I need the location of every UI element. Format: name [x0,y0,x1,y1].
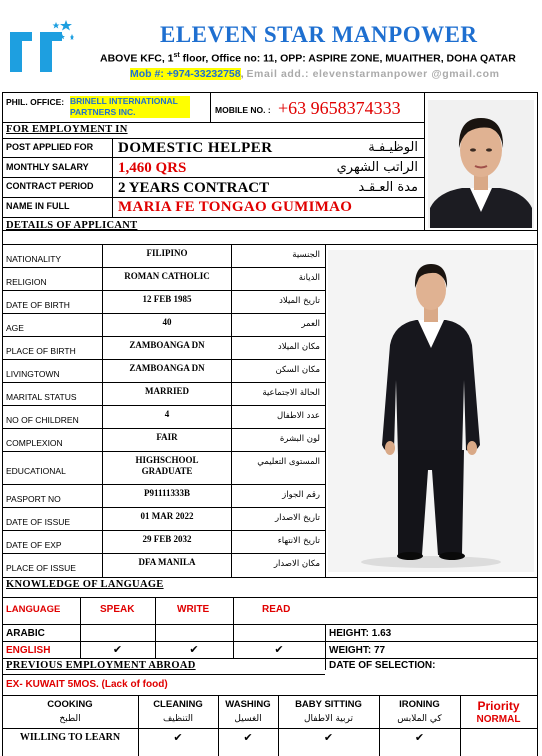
willing-to-learn-label: WILLING TO LEARN [19,732,121,743]
details-section-title: DETAILS OF APPLICANT [6,220,138,231]
fullname-label: NAME IN FULL [6,201,70,211]
office-value: BRINELL INTERNATIONAL PARTNERS INC. [70,96,190,118]
detail-value: ROMAN CATHOLIC [124,271,210,281]
post-arabic: الوظيـفـة [368,140,418,155]
speak-header: SPEAK [100,604,135,615]
detail-arabic: لون البشرة [279,434,320,444]
detail-label: PLACE OF BIRTH [6,345,76,356]
detail-value: HIGHSCHOOL GRADUATE [135,455,199,476]
detail-arabic: مكان الاصدار [273,559,320,569]
applicant-headshot [428,100,534,228]
fullname-value: MARIA FE TONGAO GUMIMAO [118,199,353,215]
contract-arabic: مدة العـقـد [358,180,418,195]
english-language: ENGLISH [6,645,51,656]
cooking-arabic: الطبخ [59,714,81,724]
english-write-check: ✔ [189,643,199,656]
address-suffix: floor, Office no: 11, OPP: ASPIRE ZONE, MUAITHER, DOHA QATAR [179,52,516,65]
cleaning-header: CLEANING [153,699,203,710]
office-label: PHIL. OFFICE: [6,97,65,107]
ironing-header: IRONING [399,699,440,710]
detail-label: RELIGION [6,276,47,287]
applicant-full-photo [328,250,534,572]
detail-arabic: الديانة [298,273,320,283]
contract-value: 2 YEARS CONTRACT [118,180,270,196]
salary-value: 1,460 QRS [118,160,187,176]
detail-arabic: تاريخ الاصدار [275,513,320,523]
salary-arabic: الراتب الشهري [336,160,418,175]
english-speak-check: ✔ [112,643,123,656]
priority-value: NORMAL [476,714,521,725]
cooking-header: COOKING [47,699,93,710]
detail-arabic: العمر [301,319,320,329]
mobile-value: +63 9658374333 [278,98,401,118]
post-value: DOMESTIC HELPER [118,140,273,156]
detail-value: P91111333B [143,488,190,498]
priority-header: Priority [477,699,520,713]
detail-arabic: الحالة الاجتماعية [262,388,320,398]
salary-label: MONTHLY SALARY [6,162,89,172]
detail-arabic: تاريخ الميلاد [279,296,320,306]
detail-label: DATE OF EXP [6,539,62,550]
read-header: READ [262,604,291,615]
post-label: POST APPLIED FOR [6,142,94,152]
detail-arabic: رقم الجواز [282,490,320,500]
detail-value: DFA MANILA [138,557,196,567]
detail-value: 29 FEB 2032 [142,534,192,544]
company-address [100,52,530,65]
previous-employment-entry: EX- KUWAIT 5MOS. (Lack of food) [6,679,168,690]
washing-header: WASHING [225,699,271,710]
detail-label: DATE OF BIRTH [6,299,70,310]
language-section-title: KNOWLEDGE OF LANGUAGE [6,579,164,590]
cleaning-arabic: التنظيف [162,714,194,724]
arabic-language: ARABIC [6,628,45,639]
ironing-arabic: كي الملابس [397,714,442,724]
contact-line [130,68,530,80]
mobile-number: Mob #: +974-33232758 [130,68,241,80]
detail-label: PASPORT NO [6,493,61,504]
detail-value: FAIR [156,432,178,442]
detail-label: NATIONALITY [6,253,62,264]
contact-separator: , [240,68,247,80]
detail-value: 01 MAR 2022 [140,511,194,521]
babysitting-check: ✔ [323,731,334,744]
detail-label: DATE OF ISSUE [6,516,71,527]
babysitting-arabic: تربية الاطفال [303,714,353,724]
detail-arabic: الجنسية [292,250,320,260]
ironing-check: ✔ [414,731,425,744]
detail-label: NO OF CHILDREN [6,414,79,425]
detail-value: 12 FEB 1985 [142,294,192,304]
language-header: LANGUAGE [6,604,61,615]
detail-arabic: المستوى التعليمي [257,457,320,467]
height-value: HEIGHT: 1.63 [329,628,392,639]
date-of-selection-label: DATE OF SELECTION: [329,660,436,671]
detail-label: COMPLEXION [6,437,63,448]
detail-value: ZAMBOANGA DN [129,363,205,373]
detail-label: AGE [6,322,24,333]
detail-value: ZAMBOANGA DN [129,340,205,350]
write-header: WRITE [177,604,210,615]
cleaning-check: ✔ [173,731,183,744]
detail-arabic: مكان الميلاد [277,342,320,352]
detail-value: 40 [162,317,172,327]
detail-value: MARRIED [145,386,189,396]
detail-label: PLACE OF ISSUE [6,563,76,573]
detail-arabic: مكان السكن [275,365,320,375]
detail-arabic: تاريخ الانتهاء [277,536,320,546]
contract-label: CONTRACT PERIOD [6,181,94,191]
detail-value: FILIPINO [146,248,188,258]
washing-check: ✔ [243,731,253,744]
address-prefix: ABOVE KFC, 1 [100,52,174,65]
employment-section-title: FOR EMPLOYMENT IN [6,124,128,135]
detail-label: MARITAL STATUS [6,391,77,402]
detail-value: 4 [164,409,170,419]
detail-arabic: عدد الاطفال [276,411,320,421]
english-read-check: ✔ [274,643,284,656]
address-sup: st [173,52,180,59]
company-name: ELEVEN STAR MANPOWER [160,22,478,47]
company-logo [6,18,74,76]
detail-label: LIVINGTOWN [6,368,60,379]
previous-section-title: PREVIOUS EMPLOYMENT ABROAD [6,660,196,671]
weight-value: WEIGHT: 77 [329,645,386,656]
email-address: Email add.: elevenstarmanpower @gmail.com [246,68,500,80]
mobile-label: MOBILE NO. : [215,105,271,115]
babysitting-header: BABY SITTING [295,699,362,710]
detail-label: EDUCATIONAL [6,465,66,476]
washing-arabic: الغسيل [234,714,262,724]
